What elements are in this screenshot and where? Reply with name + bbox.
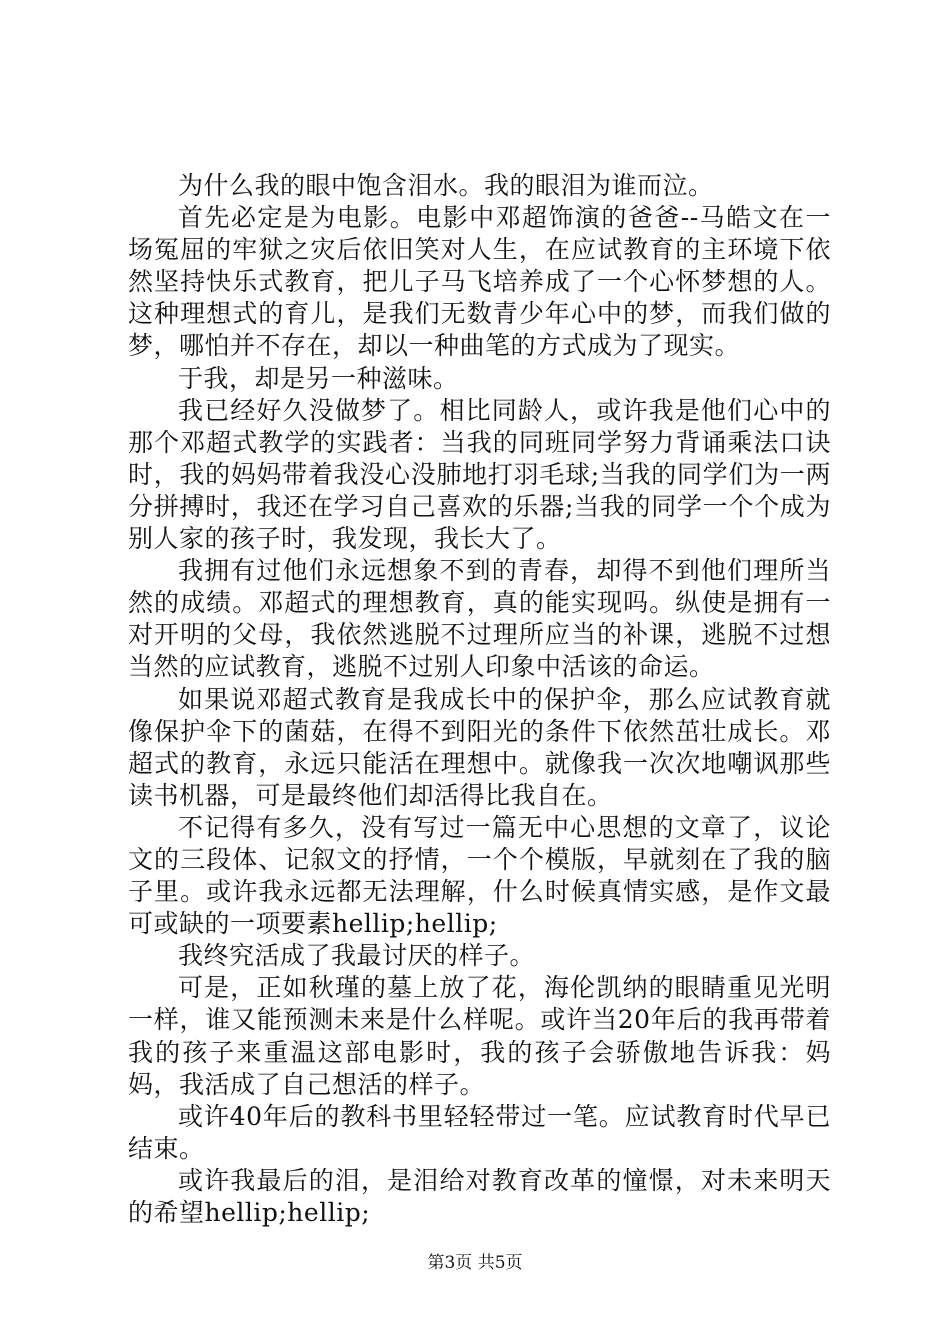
document-body	[128, 170, 831, 1229]
paragraph: 可是，正如秋瑾的墓上放了花，海伦凯纳的眼睛重见光明一样，谁又能预测未来是什么样呢。或许当20年后的我再带着我的孩子来重温这部电影时，我的孩子会骄傲地告诉我：妈妈，我活成了自己想活的样子。	[128, 973, 831, 1099]
paragraph: 为什么我的眼中饱含泪水。我的眼泪为谁而泣。	[178, 171, 714, 200]
paragraph: 或许我最后的泪，是泪给对教育改革的憧憬，对未来明天的希望hellip;hellip;	[128, 1165, 831, 1227]
paragraph: 我拥有过他们永远想象不到的青春，却得不到他们理所当然的成绩。邓超式的理想教育，真的能实现吗。纵使是拥有一对开明的父母，我依然逃脱不过理所应当的补课，逃脱不过想当然的应试教育，逃脱不过别人印象中活该的命运。	[128, 556, 831, 682]
paragraph: 或许40年后的教科书里轻轻带过一笔。应试教育时代早已结束。	[128, 1101, 831, 1163]
paragraph: 我终究活成了我最讨厌的样子。	[178, 941, 536, 971]
paragraph: 如果说邓超式教育是我成长中的保护伞，那么应试教育就像保护伞下的菌菇，在得不到阳光的条件下依然茁壮成长。邓超式的教育，永远只能活在理想中。就像我一次次地嘲讽那些读书机器，可是最终他们却活得比我自在。	[128, 684, 831, 810]
paragraph: 于我，却是另一种滋味。	[178, 363, 459, 393]
paragraph: 我已经好久没做梦了。相比同龄人，或许我是他们心中的那个邓超式教学的实践者：当我的同班同学努力背诵乘法口诀时，我的妈妈带着我没心没肺地打羽毛球;当我的同学们为一两分拼搏时，我还在学习自己喜欢的乐器;当我的同学一个个成为别人家的孩子时，我发现，我长大了。	[128, 395, 831, 554]
page-footer	[0, 1248, 950, 1273]
paragraph: 首先必定是为电影。电影中邓超饰演的爸爸--马皓文在一场冤屈的牢狱之灾后依旧笑对人生，在应试教育的主环境下依然坚持快乐式教育，把儿子马飞培养成了一个心怀梦想的人。这种理想式的育儿，是我们无数青少年心中的梦，而我们做的梦，哪怕并不存在，却以一种曲笔的方式成为了现实。	[128, 203, 831, 361]
page-number: 第3页 共5页	[427, 1253, 523, 1273]
paragraph: 不记得有多久，没有写过一篇无中心思想的文章了，议论文的三段体、记叙文的抒情，一个个模版，早就刻在了我的脑子里。或许我永远都无法理解，什么时候真情实感，是作文最可或缺的一项要素hellip;hellip;	[128, 812, 831, 939]
